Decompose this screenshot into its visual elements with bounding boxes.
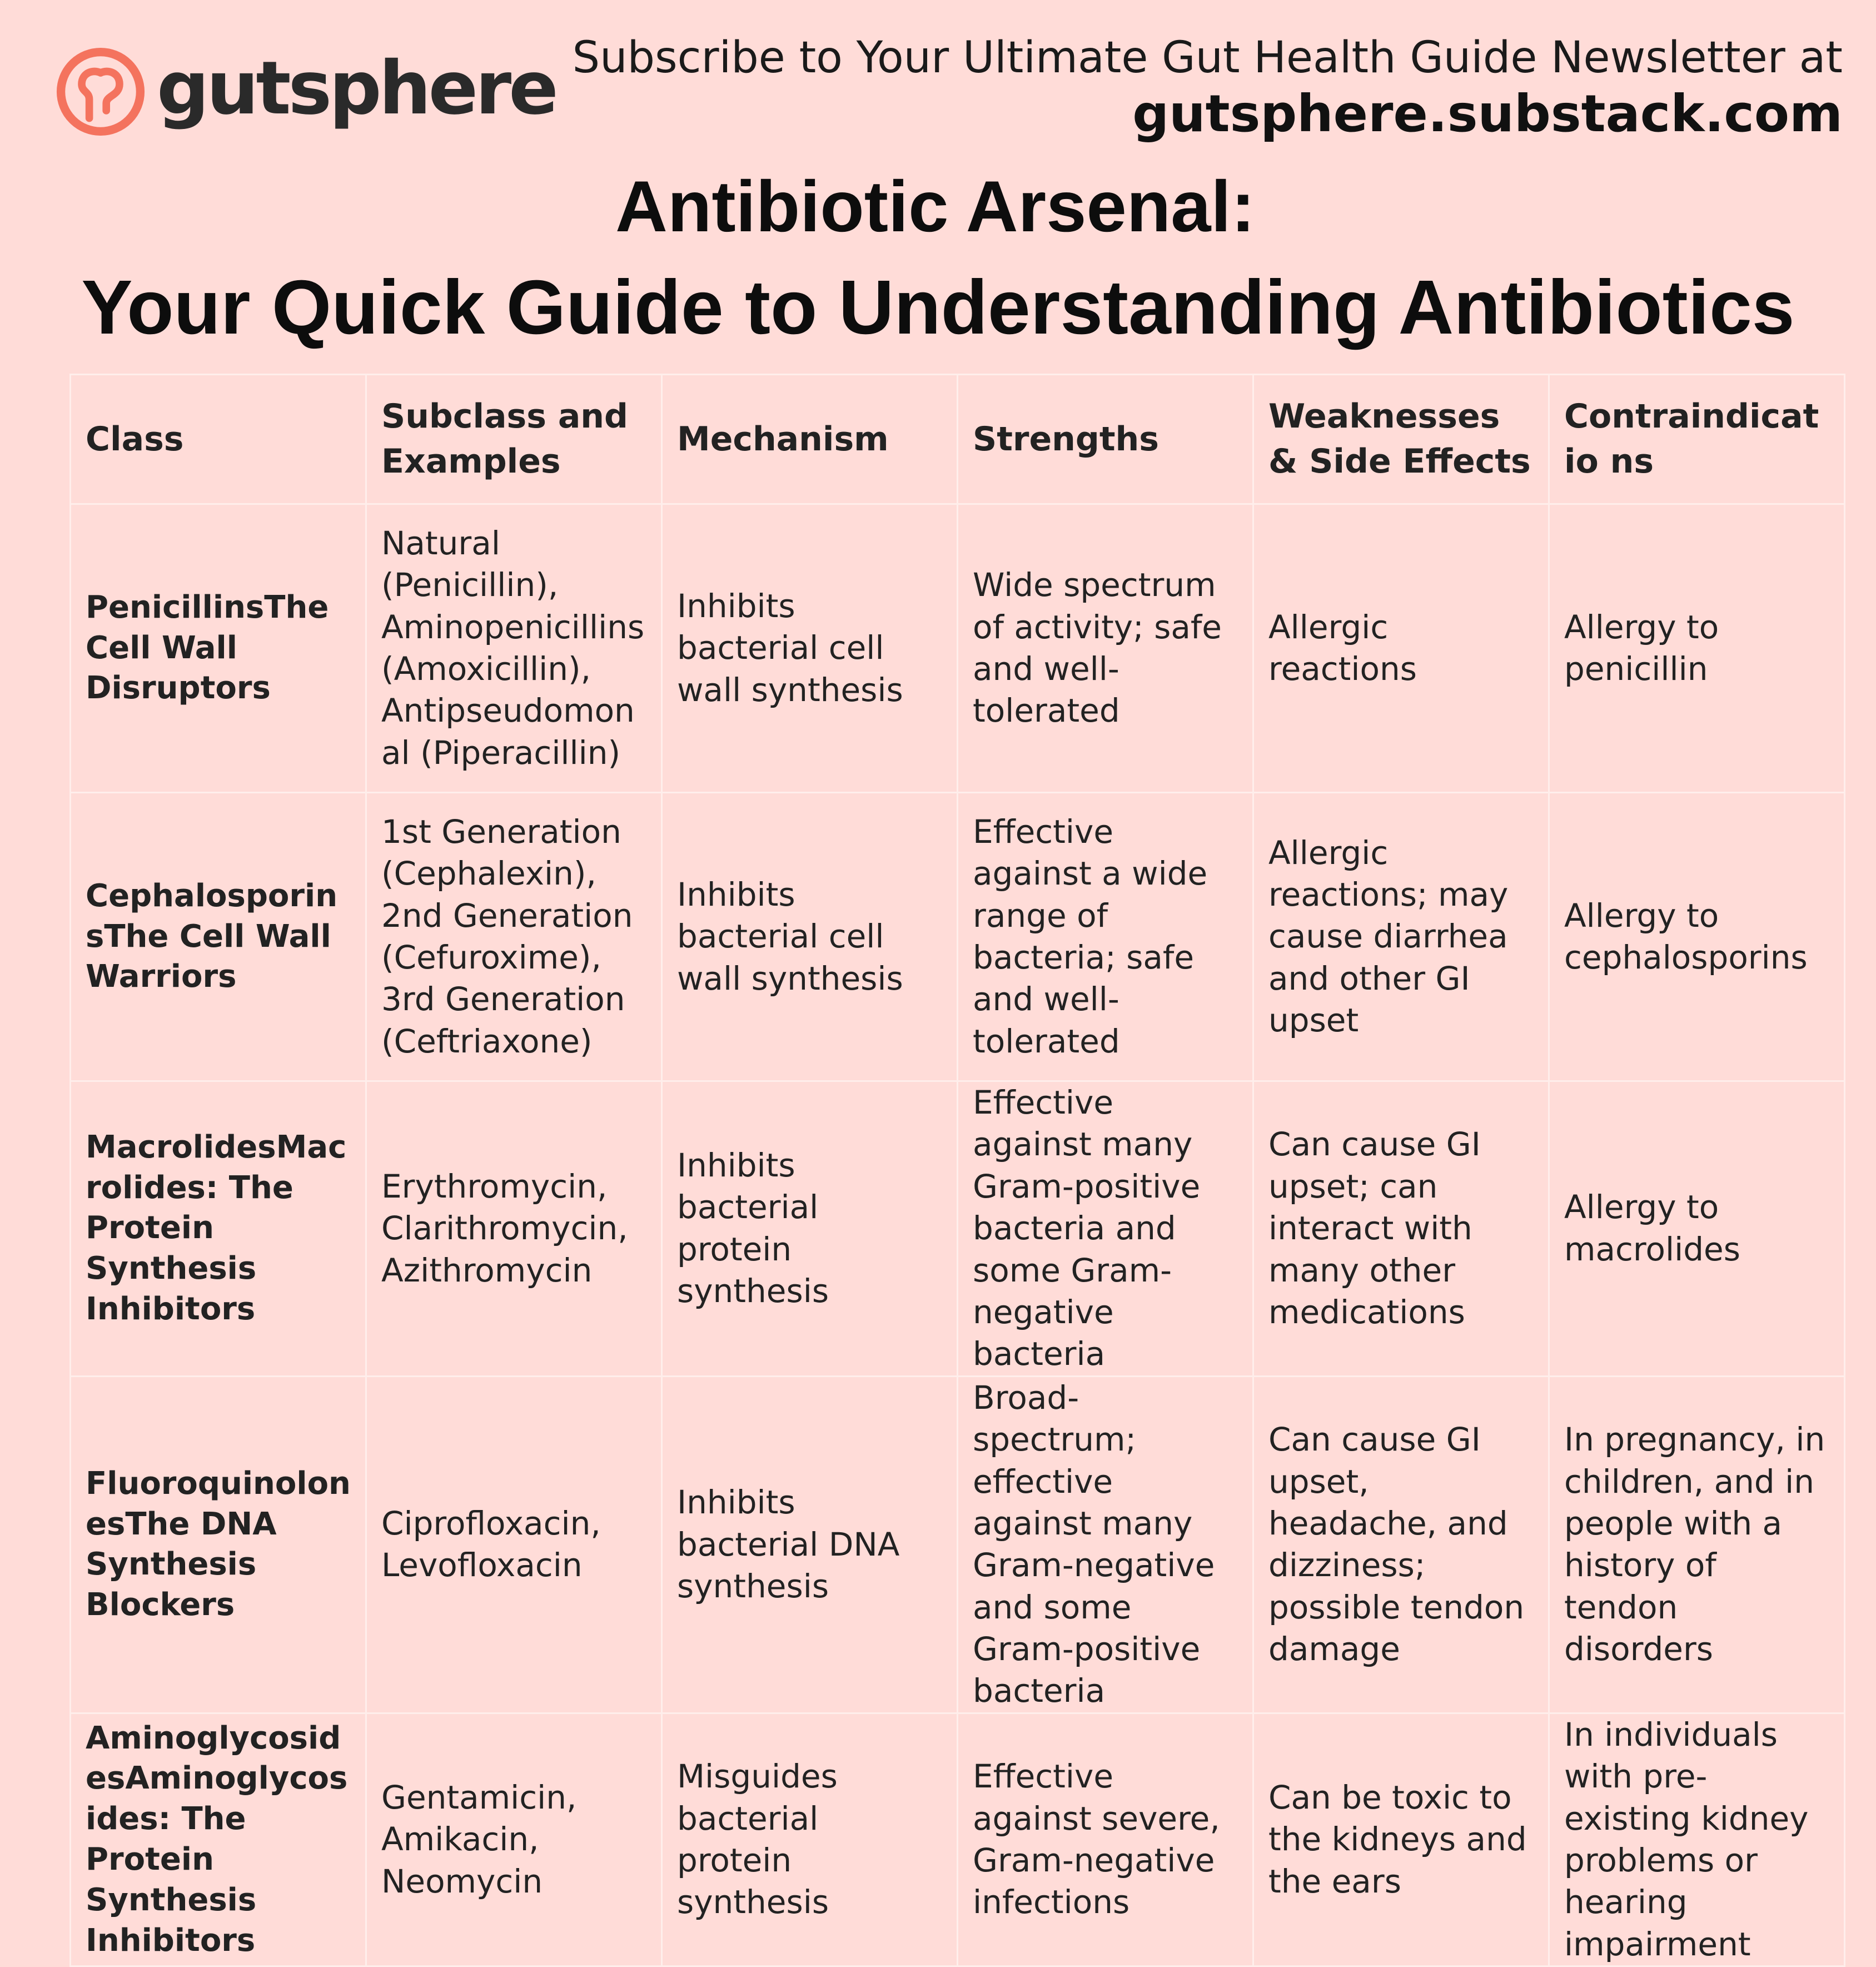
cell-subclass: Erythromycin, Clarithromycin, Azithromycin (366, 1081, 662, 1377)
table-row (71, 504, 1845, 793)
cell-contraindications: Allergy to cephalosporins (1549, 793, 1845, 1081)
table-row (71, 1081, 1845, 1377)
cell-weaknesses: Allergic reactions; may cause diarrhea and other GI upset (1253, 793, 1549, 1081)
cell-strengths: Broad-spectrum; effective against many Gram-negative and some Gram-positive bacteria (958, 1376, 1253, 1713)
table-row (71, 793, 1845, 1081)
cell-subclass: Natural (Penicillin), Aminopenicillins (Amoxicillin), Antipseudomonal (Piperacillin) (366, 504, 662, 793)
column-header-subclass: Subclass and Examples (366, 375, 662, 504)
cell-subclass: Ciprofloxacin, Levofloxacin (366, 1376, 662, 1713)
cell-strengths: Effective against many Gram-positive bacteria and some Gram-negative bacteria (958, 1081, 1253, 1377)
page-title: Antibiotic Arsenal: (615, 166, 1255, 247)
table-header-row (71, 375, 1845, 504)
cell-contraindications: In individuals with pre-existing kidney problems or hearing impairment (1549, 1713, 1845, 1966)
cell-mechanism: Inhibits bacterial DNA synthesis (662, 1376, 958, 1713)
cell-weaknesses: Can cause GI upset; can interact with many other medications (1253, 1081, 1549, 1377)
cell-mechanism: Inhibits bacterial protein synthesis (662, 1081, 958, 1377)
brand-logo[interactable] (53, 39, 556, 145)
cell-weaknesses: Allergic reactions (1253, 504, 1549, 793)
column-header-strengths: Strengths (958, 375, 1253, 504)
brand-name: gutsphere (157, 46, 556, 131)
cell-weaknesses: Can cause GI upset, headache, and dizziness; possible tendon damage (1253, 1376, 1549, 1713)
cell-class: MacrolidesMacrolides: The Protein Synthesis Inhibitors (71, 1081, 366, 1377)
cell-mechanism: Inhibits bacterial cell wall synthesis (662, 504, 958, 793)
cell-class: AminoglycosidesAminoglycosides: The Protein Synthesis Inhibitors (71, 1713, 366, 1966)
column-header-mechanism: Mechanism (662, 375, 958, 504)
antibiotics-table-container (69, 374, 1844, 1967)
cell-class: CephalosporinsThe Cell Wall Warriors (71, 793, 366, 1081)
cell-contraindications: In pregnancy, in children, and in people with a history of tendon disorders (1549, 1376, 1845, 1713)
cell-strengths: Effective against a wide range of bacteria; safe and well-tolerated (958, 793, 1253, 1081)
table-row (71, 1376, 1845, 1713)
cell-contraindications: Allergy to penicillin (1549, 504, 1845, 793)
column-header-class: Class (71, 375, 366, 504)
cell-class: FluoroquinolonesThe DNA Synthesis Blockers (71, 1376, 366, 1713)
newsletter-link[interactable]: gutsphere.substack.com (1132, 83, 1843, 143)
subscribe-text: Subscribe to Your Ultimate Gut Health Guide Newsletter at (572, 33, 1843, 83)
cell-subclass: Gentamicin, Amikacin, Neomycin (366, 1713, 662, 1966)
cell-strengths: Effective against severe, Gram-negative infections (958, 1713, 1253, 1966)
antibiotics-table (69, 374, 1845, 1967)
cell-subclass: 1st Generation (Cephalexin), 2nd Generation (Cefuroxime), 3rd Generation (Ceftriaxone) (366, 793, 662, 1081)
table-row (71, 1713, 1845, 1966)
cell-mechanism: Misguides bacterial protein synthesis (662, 1713, 958, 1966)
subscribe-banner (573, 34, 1843, 142)
cell-class: PenicillinsThe Cell Wall Disruptors (71, 504, 366, 793)
cell-contraindications: Allergy to macrolides (1549, 1081, 1845, 1377)
cell-strengths: Wide spectrum of activity; safe and well-tolerated (958, 504, 1253, 793)
column-header-weaknesses: Weaknesses & Side Effects (1253, 375, 1549, 504)
column-header-contraindications: Contraindicatio ns (1549, 375, 1845, 504)
cell-weaknesses: Can be toxic to the kidneys and the ears (1253, 1713, 1549, 1966)
gut-logo-icon (53, 44, 148, 139)
page-subtitle: Your Quick Guide to Understanding Antibiotics (81, 265, 1795, 350)
cell-mechanism: Inhibits bacterial cell wall synthesis (662, 793, 958, 1081)
